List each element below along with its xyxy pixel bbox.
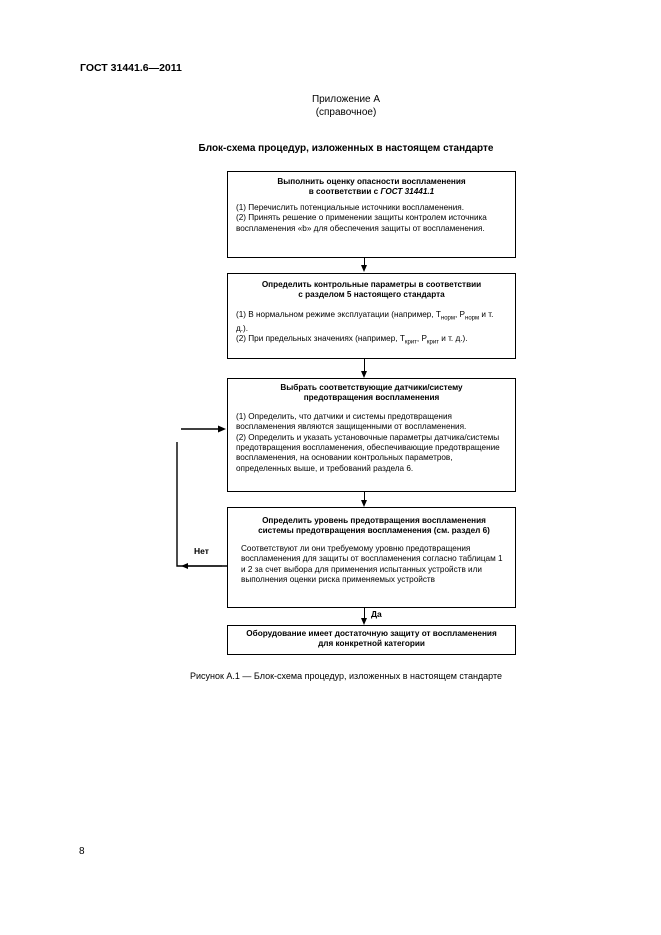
box4-title-line1: Определить уровень предотвращения воспламенения [262, 516, 486, 525]
document-header: ГОСТ 31441.6—2011 [80, 62, 182, 74]
box3-item-1: (1) Определить, что датчики и системы предотвращения воспламенения являются защищенными от воспламенения. [236, 411, 467, 432]
box1-title-prefix: в соответствии с [308, 187, 381, 197]
feedback-loop-exit-arrowhead [181, 563, 188, 569]
flowchart-box-result [227, 625, 516, 655]
flow-arrowhead-3 [361, 500, 367, 507]
box4-body [241, 544, 507, 586]
box1-title-line1: Выполнить оценку опасности воспламенения [277, 177, 466, 186]
flowchart-box-select-sensors [227, 378, 516, 492]
flow-arrowhead-yes [361, 618, 367, 625]
flowchart-box-control-parameters [227, 273, 516, 359]
box3-body [236, 412, 507, 474]
box4-title [241, 516, 507, 537]
box1-item-1: (1) Перечислить потенциальные источники воспламенения. [236, 202, 464, 212]
box1-item-2: (2) Принять решение о применении защиты контролем источника воспламенения «b» для обеспечения защиты от воспламенения. [236, 213, 487, 233]
box4-question: Соответствуют ли они требуемому уровню предотвращения воспламенения для защиты от воспламенения согласно таблицам 1 и 2 за счет выбора для применения испытанных устройств или выполнения оценки риска применяемых устройств [241, 543, 503, 585]
flow-arrowhead-2 [361, 371, 367, 378]
box1-title-line2 [236, 187, 507, 197]
appendix-heading [0, 93, 661, 119]
appendix-subtitle: (справочное) [315, 107, 377, 118]
box2-body [236, 310, 507, 349]
box1-title [236, 177, 507, 198]
section-title: Блок-схема процедур, изложенных в настоящем стандарте [198, 143, 494, 154]
appendix-title: Приложение А [311, 94, 381, 105]
box1-body [236, 203, 507, 234]
label-yes: Да [371, 609, 382, 619]
box5-line2: для конкретной категории [318, 639, 425, 649]
box3-title-line2: предотвращения воспламенения [303, 393, 440, 403]
figure-caption: Рисунок А.1 — Блок-схема процедур, изложенных в настоящем стандарте [189, 671, 503, 681]
box2-title [236, 280, 507, 301]
box3-title [236, 383, 507, 404]
label-no: Нет [194, 546, 209, 556]
box2-title-line1: Определить контрольные параметры в соответствии [261, 280, 482, 289]
flow-arrow-2 [364, 359, 365, 371]
flow-arrowhead-1 [361, 265, 367, 272]
box3-item-2: (2) Определить и указать установочные параметры датчика/системы предотвращения воспламенения, обеспечивающие предотвращение воспламенения, на основании контрольных параметров, определенных выше, и требований раздела 6. [236, 432, 500, 473]
box2-item-1: (1) В нормальном режиме эксплуатации (например, $T_{норм}$, $P_{норм}$ и т. д.). [236, 309, 494, 333]
box2-item-2: (2) При предельных значениях (например, $T_{крит}$, $P_{крит}$ и т. д.). [236, 334, 468, 346]
box4-title-line2: системы предотвращения воспламенения (см. раздел 6) [258, 526, 490, 536]
page-number: 8 [79, 846, 85, 857]
flowchart-box-hazard-assessment [227, 171, 516, 258]
feedback-loop-arrowhead [218, 426, 226, 433]
box5-line1: Оборудование имеет достаточную защиту от воспламенения [246, 629, 497, 638]
flowchart-box-prevention-level [227, 507, 516, 608]
box1-standard-ref: ГОСТ 31441.1 [380, 187, 435, 197]
box2-title-line2: с разделом 5 настоящего стандарта [298, 290, 445, 300]
box3-title-line1: Выбрать соответствующие датчики/систему [280, 383, 463, 392]
